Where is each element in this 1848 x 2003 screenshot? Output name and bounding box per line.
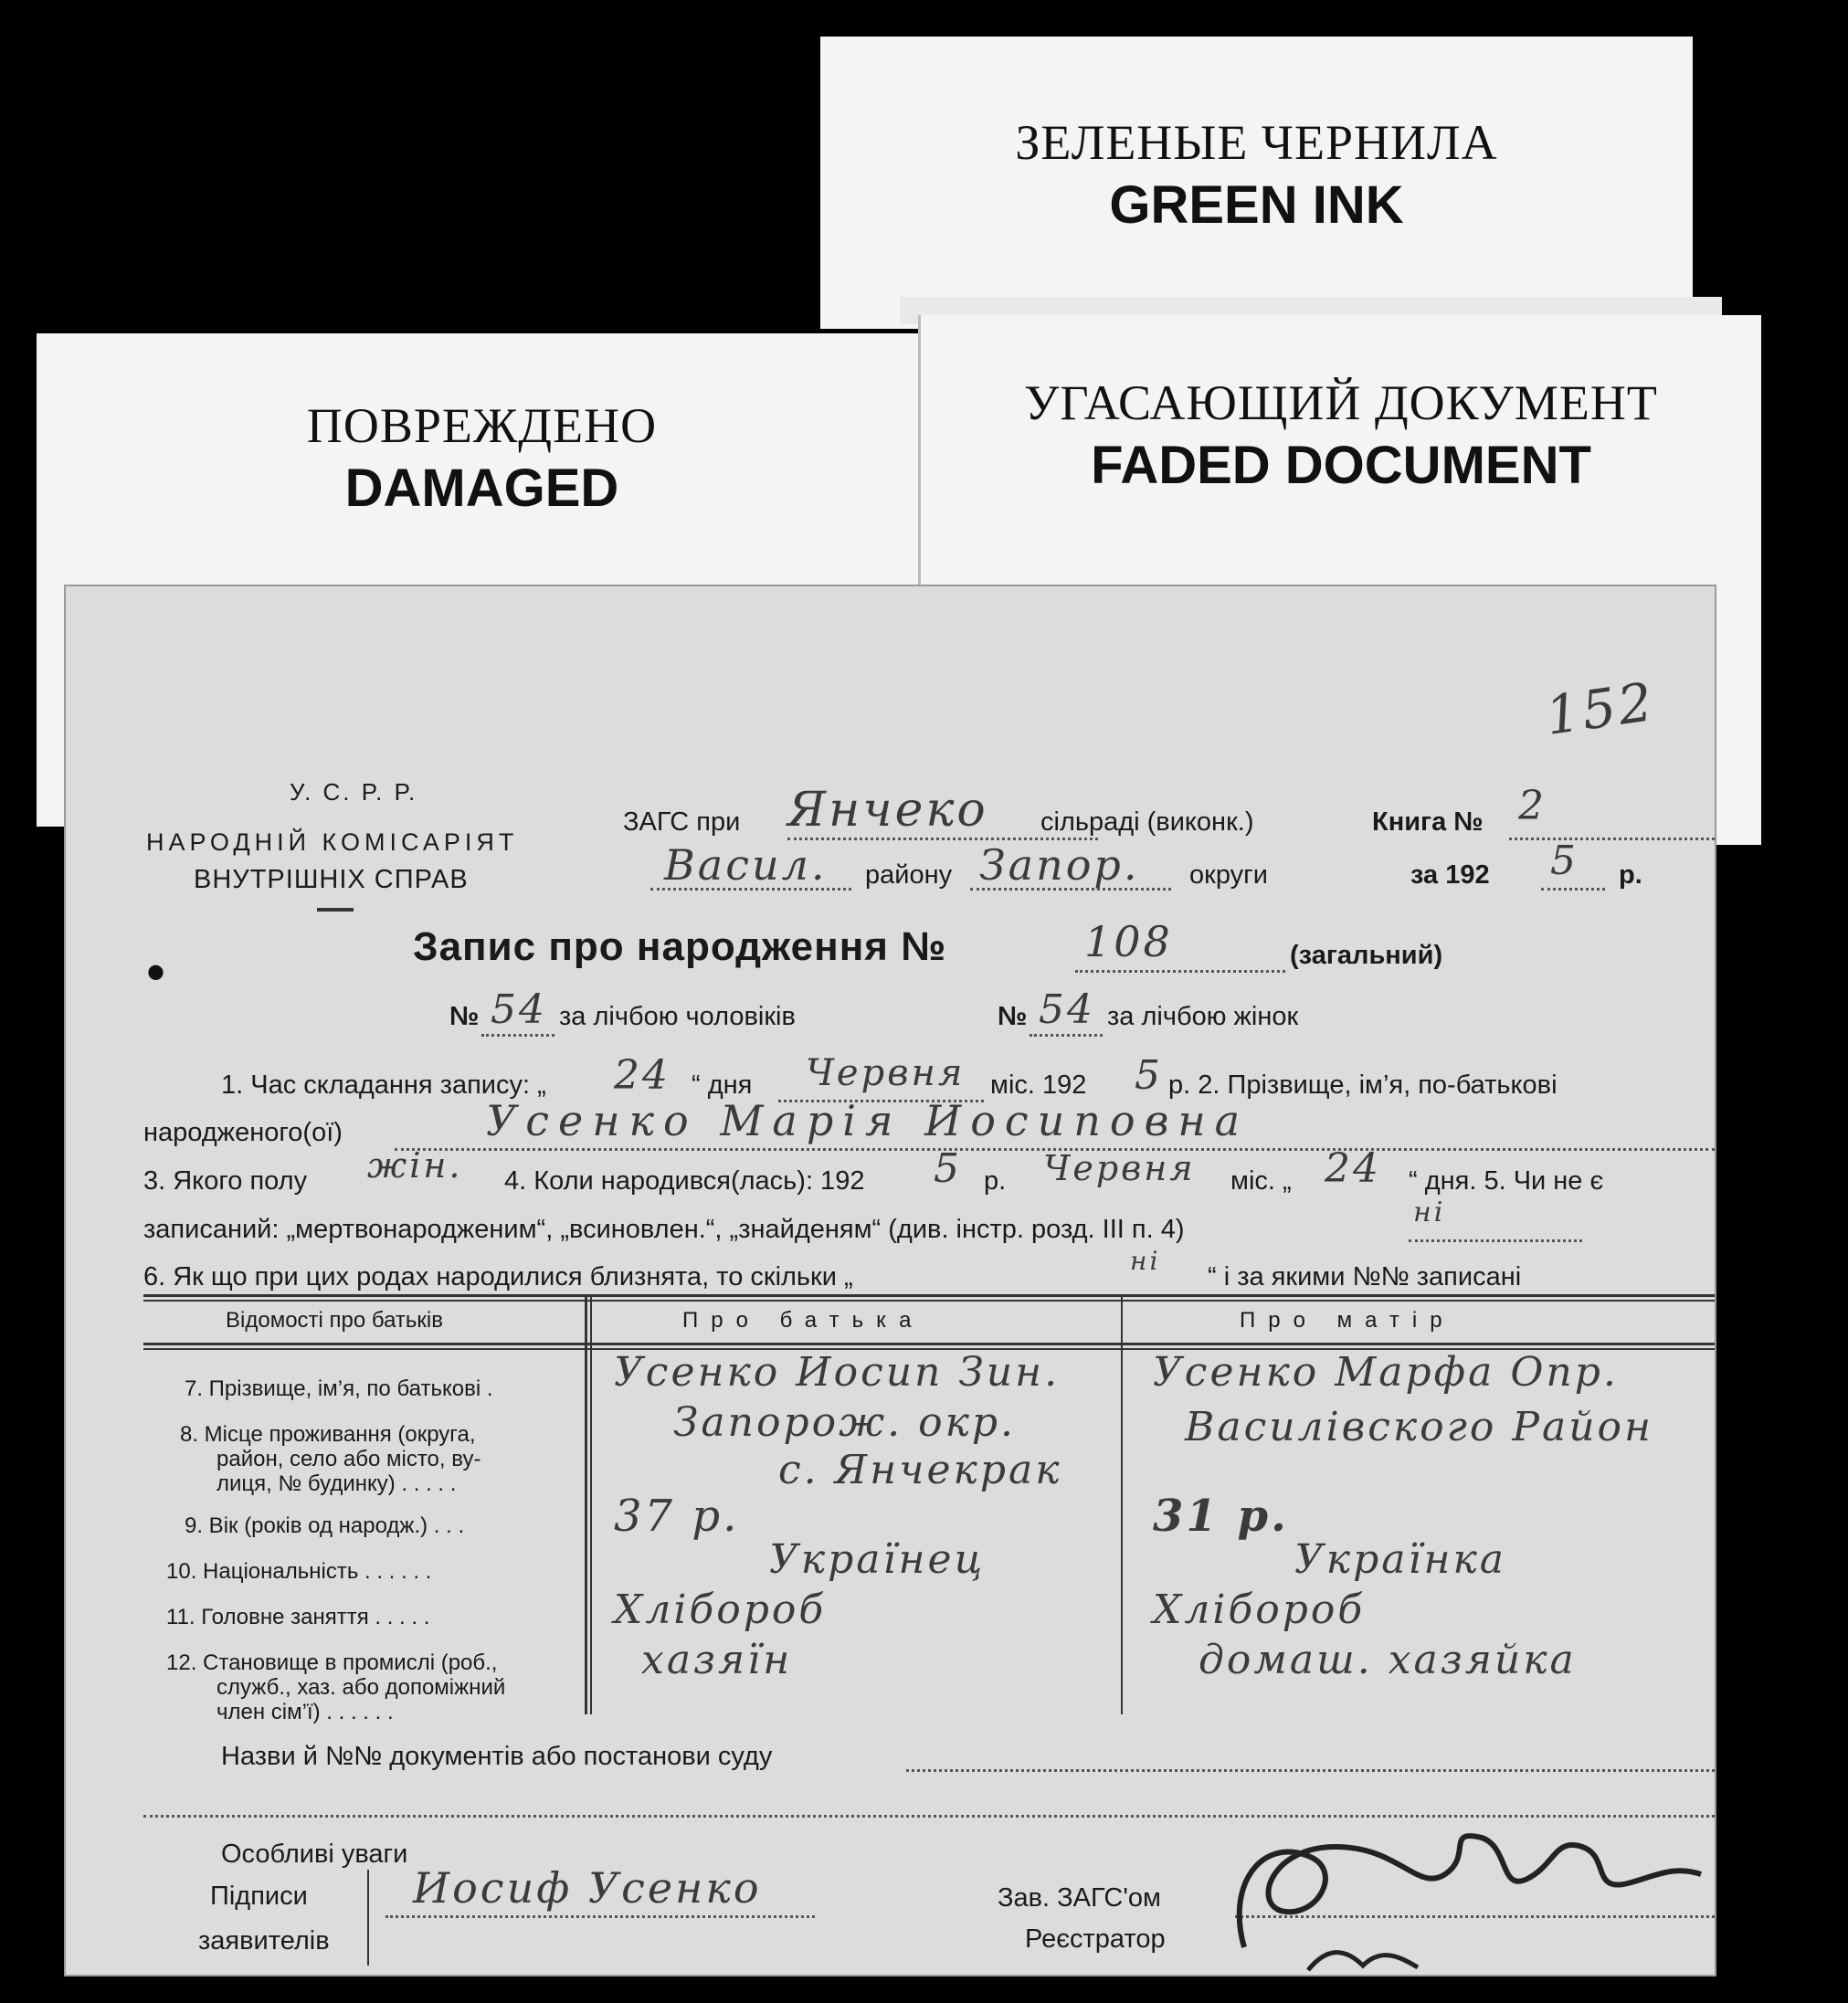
official-signature xyxy=(1208,1810,1719,1975)
header-year-digit: 5 xyxy=(1550,838,1579,884)
item4-year-suffix: р. xyxy=(984,1166,1007,1196)
record-year-digit: 5 xyxy=(1135,1052,1163,1099)
registrar-label: Реєстратор xyxy=(1025,1924,1166,1954)
father-age: 37 р. xyxy=(614,1491,740,1542)
green-ink-en: GREEN INK xyxy=(1109,175,1404,235)
row12-label-a: 12. Становище в промислі (роб., xyxy=(166,1650,498,1675)
documents-line xyxy=(906,1769,1715,1772)
record-title: Запис про народження № xyxy=(413,924,947,969)
header-rule xyxy=(317,908,354,912)
twins-answer: ні xyxy=(1130,1246,1161,1276)
item6-tail: “ і за якими №№ записані xyxy=(1208,1262,1522,1291)
birth-day: 24 xyxy=(1325,1145,1381,1192)
item4-month-label: міс. „ xyxy=(1230,1166,1292,1196)
silrada-label: сільраді (виконк.) xyxy=(1040,807,1254,837)
male-count-line xyxy=(481,1034,554,1037)
female-count: 54 xyxy=(1039,986,1095,1033)
mother-status: домаш. хазяйка xyxy=(1199,1637,1577,1683)
item4-label: 4. Коли народився(лась): 192 xyxy=(504,1166,865,1196)
item1-day-label: “ дня xyxy=(692,1070,753,1100)
col-header-father: Про батька xyxy=(682,1308,924,1333)
female-no-prefix: № xyxy=(998,1002,1028,1031)
book-line xyxy=(1509,838,1715,840)
father-nationality: Українец xyxy=(769,1536,986,1583)
male-label: за лічбою чоловіків xyxy=(559,1002,796,1031)
notes-label: Особливі уваги xyxy=(221,1840,408,1869)
zags-prefix: ЗАГС при xyxy=(623,807,741,837)
applicants-label: заявителів xyxy=(198,1926,330,1956)
row8-label-a: 8. Місце проживання (округа, xyxy=(180,1422,476,1447)
faded-ru: УГАСАЮЩИЙ ДОКУМЕНТ xyxy=(1024,375,1658,430)
okrug-name: Запор. xyxy=(979,840,1140,890)
record-month: Червня xyxy=(806,1052,966,1094)
father-place-2: с. Янчекрак xyxy=(778,1447,1062,1493)
district-name: Васил. xyxy=(664,840,828,890)
mother-nationality: Українка xyxy=(1294,1536,1507,1583)
damaged-ru: ПОВРЕЖДЕНО xyxy=(306,398,658,453)
male-no-prefix: № xyxy=(449,1002,480,1031)
col-header-mother: Про матір xyxy=(1240,1308,1455,1333)
item5-line xyxy=(1409,1239,1582,1242)
table-top-rule xyxy=(143,1294,1715,1297)
table-header-rule xyxy=(143,1343,1715,1345)
row11-label: 11. Головне заняття . . . . . xyxy=(166,1605,430,1629)
mother-place: Василівского Район xyxy=(1185,1404,1654,1450)
damaged-en: DAMAGED xyxy=(344,459,619,518)
child-name: Усенко Марія Иосиповна xyxy=(486,1096,1250,1145)
record-number: 108 xyxy=(1084,917,1173,966)
table-divider-2 xyxy=(1121,1294,1123,1714)
affairs-label: ВНУТРІШНІХ СПРАВ xyxy=(194,865,469,894)
district-line xyxy=(650,888,851,891)
col-header-info: Відомості про батьків xyxy=(226,1308,443,1333)
father-place-1: Запорож. окр. xyxy=(673,1399,1017,1446)
village-name: Янчеко xyxy=(787,783,988,838)
year-suffix: р. xyxy=(1619,860,1642,890)
stillborn-answer: ні xyxy=(1413,1197,1446,1228)
mother-occupation: Хлібороб xyxy=(1153,1587,1366,1633)
row8-label-c: лиця, № будинку) . . . . . xyxy=(216,1471,457,1496)
year-label: за 192 xyxy=(1410,860,1490,890)
district-label: району xyxy=(865,860,953,890)
table-top-rule-2 xyxy=(143,1300,1715,1302)
general-label: (загальний) xyxy=(1290,941,1443,970)
green-ink-ru: ЗЕЛЕНЫЕ ЧЕРНИЛА xyxy=(1015,115,1498,170)
table-divider-1b xyxy=(590,1294,592,1714)
father-status: хазяїн xyxy=(641,1637,793,1683)
item2-label: р. 2. Прізвище, ім’я, по-батькові xyxy=(1168,1070,1558,1100)
item5-text: записаний: „мертвонародженим“, „всиновлен.“, „знайденям“ (див. інстр. розд. III п. 4) xyxy=(143,1215,1185,1244)
row9-label: 9. Вік (років од народж.) . . . xyxy=(185,1513,465,1538)
applicant-sig-line xyxy=(385,1915,815,1918)
table-divider-1 xyxy=(585,1294,587,1714)
okrug-line xyxy=(970,888,1171,891)
birth-month: Червня xyxy=(1043,1148,1196,1188)
row12-label-c: член сім’ї) . . . . . . xyxy=(216,1700,394,1724)
item1-year-label: міс. 192 xyxy=(990,1070,1087,1100)
male-count: 54 xyxy=(491,986,547,1033)
birth-record-sheet xyxy=(64,585,1716,1977)
applicant-signature: Иосиф Усенко xyxy=(413,1863,762,1913)
item6-text: 6. Як що при цих родах народилися близнята, то скільки „ xyxy=(143,1262,853,1291)
punch-hole-mark: • xyxy=(146,942,166,1003)
signatures-label: Підписи xyxy=(210,1882,308,1911)
commissariat-label: НАРОДНІЙ КОМІСАРІЯТ xyxy=(146,828,519,856)
female-count-line xyxy=(1030,1034,1103,1037)
republic-label: У. С. Р. Р. xyxy=(290,778,418,806)
okrug-label: округи xyxy=(1189,860,1268,890)
father-occupation: Хлібороб xyxy=(614,1587,827,1633)
row10-label: 10. Національність . . . . . . xyxy=(166,1559,432,1584)
item2-born-label: народженого(ої) xyxy=(143,1118,343,1147)
head-label: Зав. ЗАГС'ом xyxy=(998,1883,1161,1913)
mother-age: 31 р. xyxy=(1153,1491,1289,1542)
row7-label: 7. Прізвище, ім’я, по батькові . xyxy=(185,1376,493,1401)
corner-number: 152 xyxy=(1541,670,1659,747)
book-number: 2 xyxy=(1518,783,1547,829)
faded-en: FADED DOCUMENT xyxy=(1091,436,1591,495)
item5-label: “ дня. 5. Чи не є xyxy=(1409,1166,1604,1196)
record-day: 24 xyxy=(614,1052,671,1099)
signature-divider xyxy=(367,1870,369,1966)
year-line xyxy=(1541,888,1605,891)
birth-year-digit: 5 xyxy=(934,1145,962,1192)
documents-label: Назви й №№ документів або постанови суду xyxy=(221,1742,773,1771)
record-number-line xyxy=(1075,970,1285,973)
row8-label-b: район, село або місто, ву- xyxy=(216,1447,481,1471)
father-name: Усенко Иосип Зин. xyxy=(614,1349,1061,1396)
book-label: Книга № xyxy=(1372,807,1484,837)
row12-label-b: служб., хаз. або допоміжний xyxy=(216,1675,506,1700)
female-label: за лічбою жінок xyxy=(1107,1002,1299,1031)
green-ink-label-card xyxy=(820,37,1693,329)
item3-label: 3. Якого полу xyxy=(143,1166,308,1196)
item1-label: 1. Час складання запису: „ xyxy=(221,1070,546,1100)
child-sex: жін. xyxy=(367,1145,463,1186)
mother-name: Усенко Марфа Опр. xyxy=(1153,1349,1619,1396)
